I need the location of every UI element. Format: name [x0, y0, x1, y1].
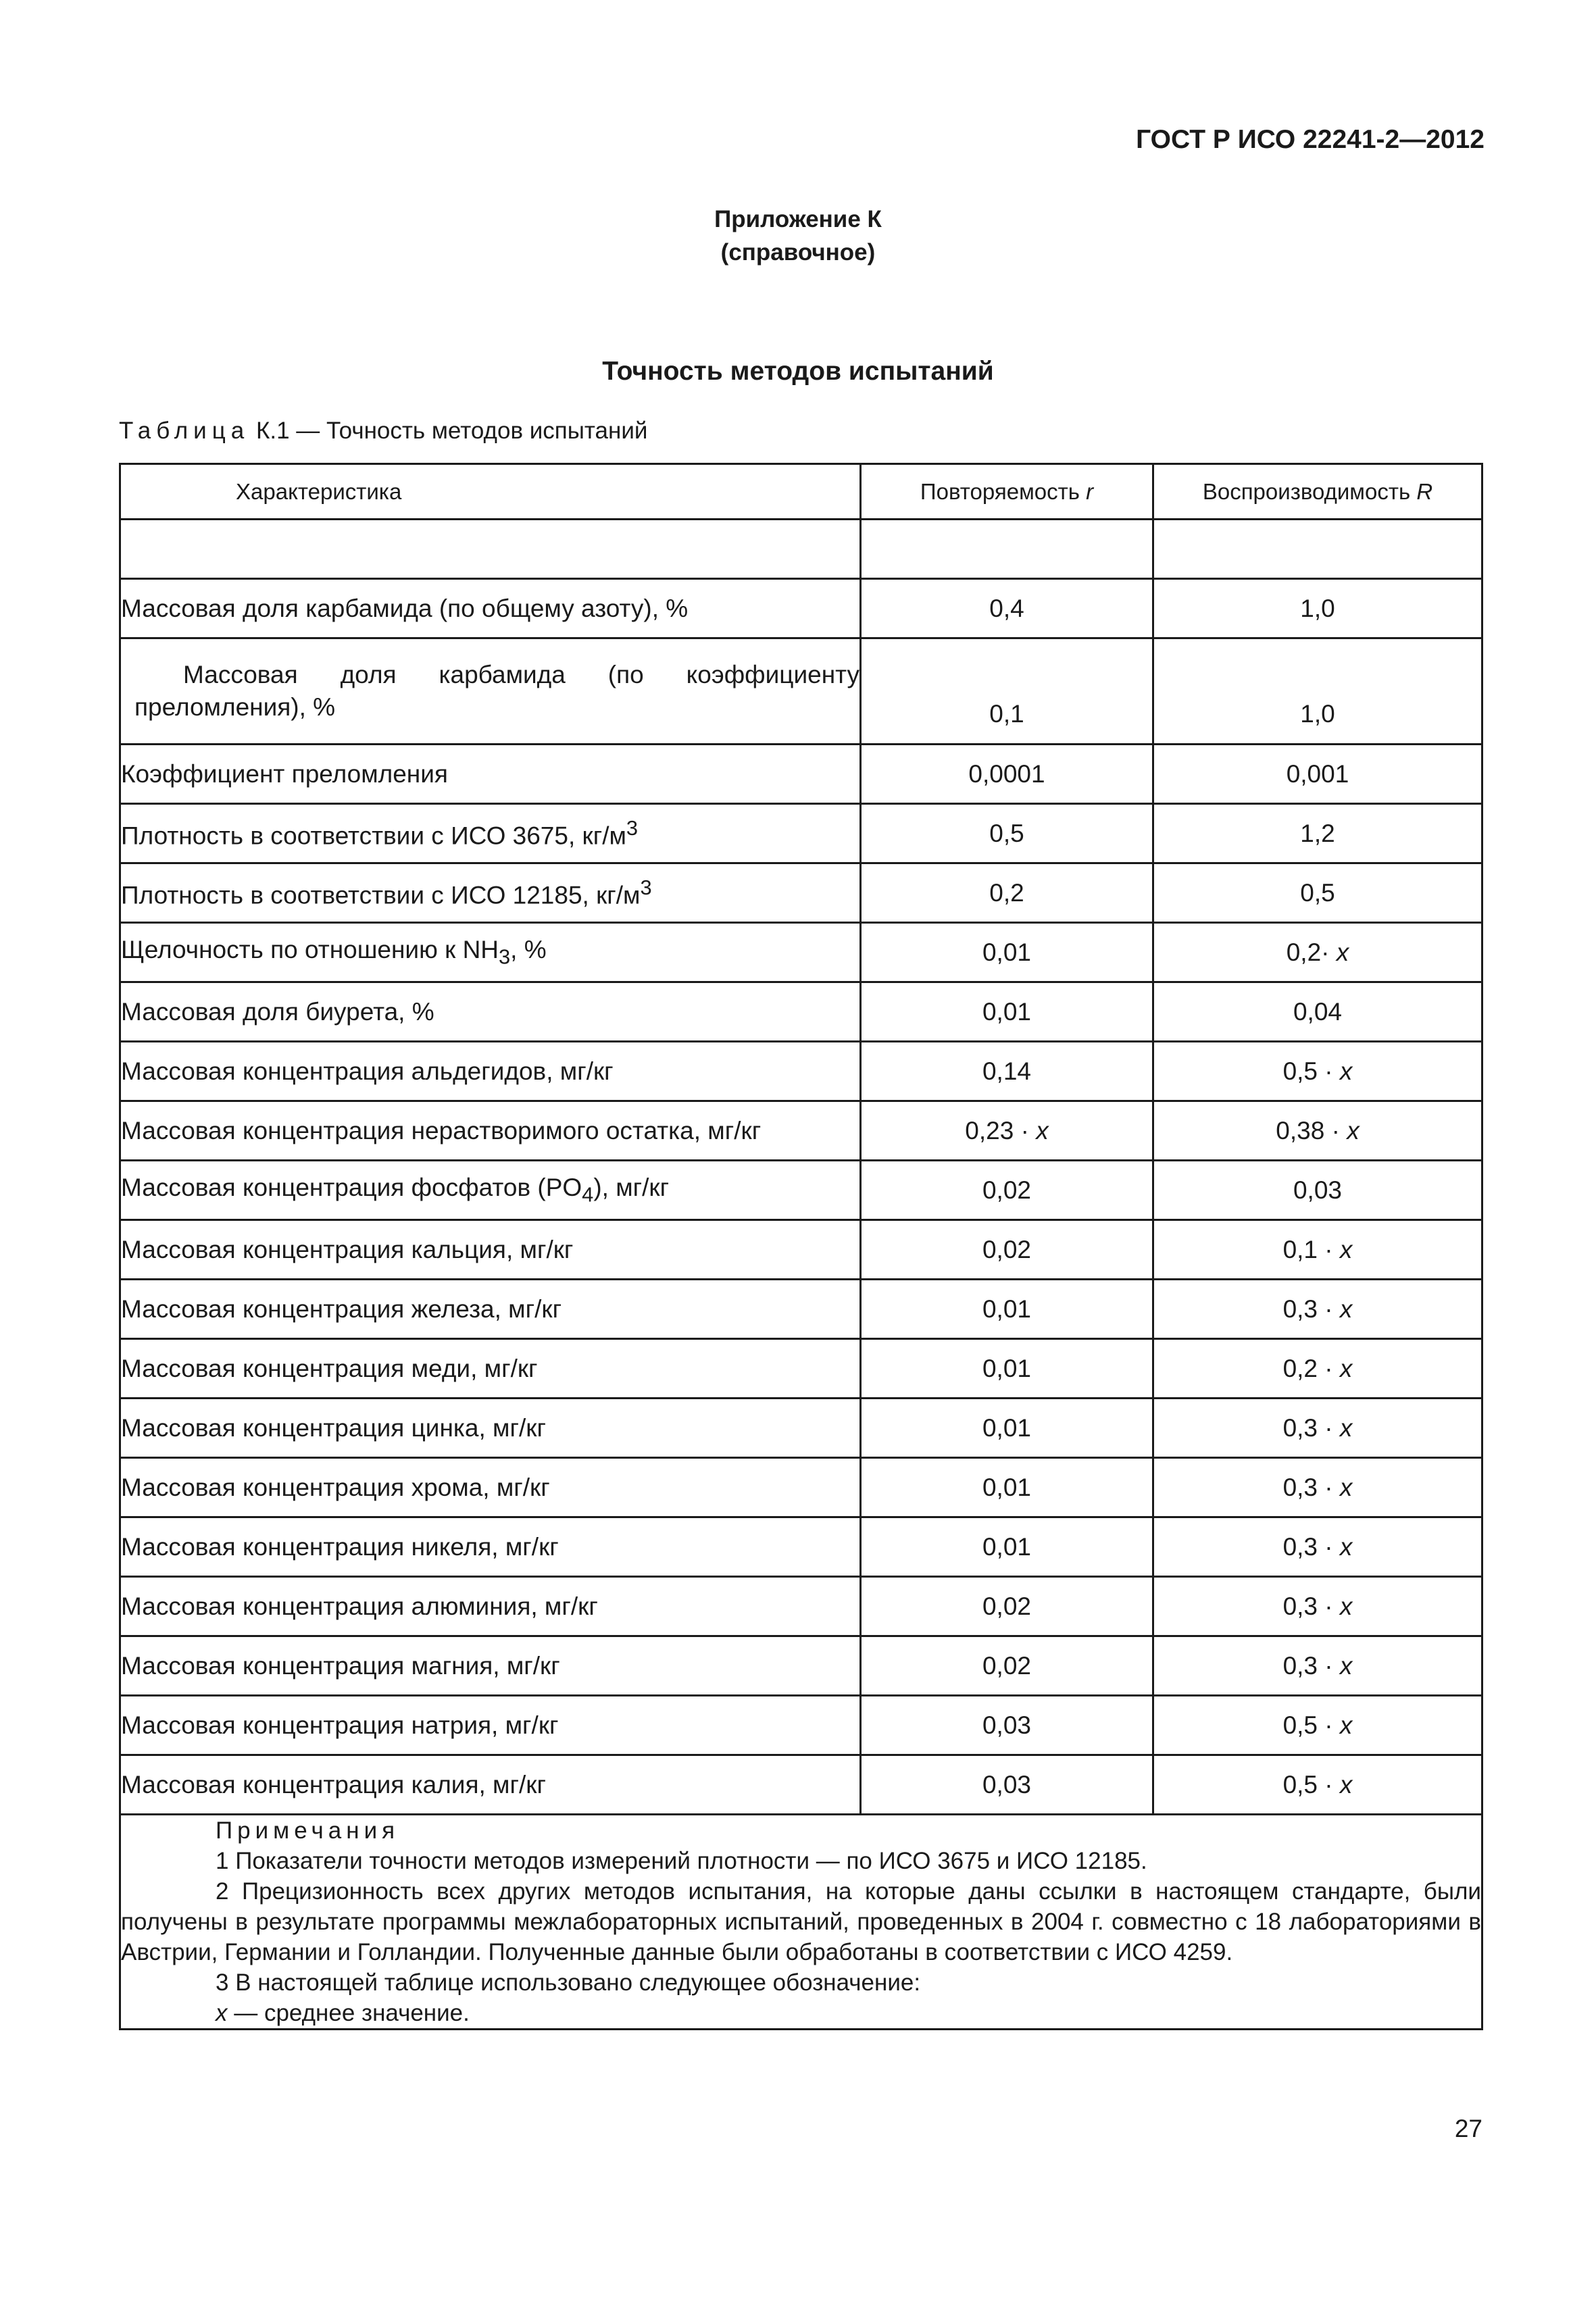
characteristic-name: Массовая концентрация натрия, мг/кг: [121, 1711, 559, 1739]
repeatability-cell: [861, 1458, 1153, 1517]
reproducibility-mean-symbol: x: [1339, 1711, 1353, 1739]
note-1: 1 Показатели точности методов измерений плотности — по ИСО 3675 и ИСО 12185.: [216, 1848, 1147, 1874]
reproducibility-cell: [1153, 1339, 1482, 1399]
reproducibility-value: 1,0: [1300, 700, 1335, 728]
table-row: [120, 1577, 1482, 1636]
reproducibility-value: 0,03: [1293, 1176, 1342, 1204]
precision-table: [119, 463, 1483, 2030]
header-characteristic: [120, 464, 861, 520]
table-row: [120, 804, 1482, 863]
reproducibility-value: 0,04: [1293, 997, 1342, 1026]
repeatability-value: 0,03: [982, 1770, 1031, 1799]
appendix-title: Приложение К: [714, 206, 882, 232]
reproducibility-value: 0,5 ·: [1282, 1770, 1340, 1799]
unit-superscript: 3: [640, 876, 652, 900]
characteristic-name: Массовая концентрация кальция, мг/кг: [121, 1235, 574, 1263]
repeatability-value: 0,01: [982, 1294, 1031, 1323]
reproducibility-value: 0,5 ·: [1282, 1057, 1340, 1085]
repeatability-value: 0,02: [982, 1651, 1031, 1680]
reproducibility-value: 0,5: [1300, 878, 1335, 907]
note-3-definition-text: — среднее значение.: [227, 2000, 470, 2026]
reproducibility-value: 0,3 ·: [1282, 1294, 1340, 1323]
characteristic-name: Массовая концентрация магния, мг/кг: [121, 1651, 560, 1680]
table-row: [120, 1458, 1482, 1517]
characteristic-name: Массовая доля биурета, %: [121, 997, 434, 1026]
characteristic-cell: [120, 863, 861, 923]
repeatability-mean-symbol: x: [1036, 1116, 1049, 1145]
table-row: [120, 923, 1482, 982]
characteristic-name: Щелочность по отношению к NH: [121, 935, 499, 963]
table-row: [120, 1042, 1482, 1101]
appendix-heading: [0, 203, 1596, 269]
repeatability-value: 0,14: [982, 1057, 1031, 1085]
repeatability-cell: [861, 1577, 1153, 1636]
reproducibility-value: 0,1 ·: [1282, 1235, 1340, 1263]
reproducibility-cell: [1153, 1042, 1482, 1101]
header-reproducibility-label: Воспроизводимость: [1202, 478, 1417, 504]
reproducibility-cell: [1153, 804, 1482, 863]
characteristic-cell: [120, 982, 861, 1042]
notes-title: Примечания: [216, 1817, 400, 1844]
reproducibility-cell: [1153, 1517, 1482, 1577]
characteristic-cell: [120, 1577, 861, 1636]
characteristic-cell: [120, 1636, 861, 1696]
reproducibility-mean-symbol: x: [1347, 1116, 1360, 1145]
table-row: [120, 1220, 1482, 1280]
table-row: [120, 1517, 1482, 1577]
characteristic-name: Массовая концентрация альдегидов, мг/кг: [121, 1057, 614, 1085]
characteristic-cell: [120, 1696, 861, 1755]
characteristic-cell: [120, 1161, 861, 1220]
repeatability-cell: [861, 1101, 1153, 1161]
table-row: [120, 745, 1482, 804]
repeatability-value: 0,01: [982, 1532, 1031, 1561]
repeatability-cell: [861, 1636, 1153, 1696]
table-row: [120, 579, 1482, 638]
notes-cell: [120, 1815, 1482, 2030]
characteristic-name: Массовая концентрация цинка, мг/кг: [121, 1413, 546, 1442]
reproducibility-cell: [1153, 745, 1482, 804]
appendix-subtitle: (справочное): [720, 239, 876, 266]
characteristic-cell: [120, 1755, 861, 1815]
notes-row: [120, 1815, 1482, 2030]
characteristic-name: Массовая концентрация меди, мг/кг: [121, 1354, 538, 1382]
repeatability-value: 0,02: [982, 1176, 1031, 1204]
note-2: 2 Прецизионность всех других методов испытания, на которые даны ссылки в настоящем стандарте, были получены в результате программы межлабораторных испытаний, проведенных в 2004 г. совместно с 18 лабораториями в Австрии, Германии и Голландии. Полученные данные были обработаны в соответствии с ИСО 4259.: [121, 1878, 1481, 1965]
reproducibility-cell: [1153, 923, 1482, 982]
characteristic-cell: [120, 804, 861, 863]
repeatability-cell: [861, 579, 1153, 638]
characteristic-cell: [120, 1517, 861, 1577]
reproducibility-value: 0,5 ·: [1282, 1711, 1340, 1739]
reproducibility-mean-symbol: x: [1339, 1473, 1353, 1501]
characteristic-name: Массовая концентрация железа, мг/кг: [121, 1294, 562, 1323]
table-caption-prefix: Таблица: [119, 418, 250, 444]
repeatability-value: 0,0001: [968, 759, 1045, 788]
table-header-row: [120, 464, 1482, 520]
reproducibility-cell: [1153, 1458, 1482, 1517]
characteristic-name: Массовая доля карбамида (по коэффициенту преломления), %: [134, 661, 859, 721]
characteristic-cell: [120, 1042, 861, 1101]
repeatability-cell: [861, 1042, 1153, 1101]
formula-subscript: 4: [582, 1182, 594, 1207]
header-repeatability-symbol: r: [1086, 478, 1094, 504]
formula-subscript: 3: [499, 945, 511, 969]
reproducibility-cell: [1153, 638, 1482, 745]
repeatability-value: 0,01: [982, 1473, 1031, 1501]
reproducibility-value: 0,3 ·: [1282, 1413, 1340, 1442]
table-row: [120, 1636, 1482, 1696]
reproducibility-mean-symbol: x: [1339, 1651, 1353, 1680]
reproducibility-value: 0,001: [1286, 759, 1349, 788]
repeatability-value: 0,4: [989, 594, 1024, 622]
reproducibility-value: 0,38 ·: [1276, 1116, 1347, 1145]
reproducibility-cell: [1153, 1280, 1482, 1339]
characteristic-cell: [120, 1280, 861, 1339]
characteristic-cell: [120, 1458, 861, 1517]
reproducibility-value: 0,2 ·: [1282, 1354, 1340, 1382]
table-row: [120, 1755, 1482, 1815]
reproducibility-cell: [1153, 1161, 1482, 1220]
reproducibility-mean-symbol: x: [1339, 1235, 1353, 1263]
characteristic-name: Массовая концентрация алюминия, мг/кг: [121, 1592, 598, 1620]
reproducibility-value: 0,3 ·: [1282, 1532, 1340, 1561]
table-row: [120, 1399, 1482, 1458]
reproducibility-cell: [1153, 1577, 1482, 1636]
characteristic-cell: [120, 638, 861, 745]
reproducibility-value: 1,2: [1300, 819, 1335, 847]
repeatability-cell: [861, 982, 1153, 1042]
header-repeatability: [861, 464, 1153, 520]
table-row: [120, 1339, 1482, 1399]
table-caption-text: К.1 — Точность методов испытаний: [255, 418, 648, 444]
repeatability-value: 0,2: [989, 878, 1024, 907]
reproducibility-cell: [1153, 1399, 1482, 1458]
reproducibility-mean-symbol: x: [1339, 1057, 1353, 1085]
reproducibility-cell: [1153, 863, 1482, 923]
repeatability-value: 0,1: [989, 700, 1024, 728]
document-code: ГОСТ Р ИСО 22241-2—2012: [1136, 125, 1485, 154]
repeatability-cell: [861, 1517, 1153, 1577]
repeatability-value: 0,03: [982, 1711, 1031, 1739]
characteristic-name-tail: , %: [510, 935, 547, 963]
repeatability-value: 0,01: [982, 938, 1031, 966]
characteristic-cell: [120, 1399, 861, 1458]
characteristic-name: Плотность в соответствии с ИСО 12185, кг/м: [121, 881, 641, 909]
repeatability-value: 0,23 ·: [965, 1116, 1037, 1145]
reproducibility-cell: [1153, 1636, 1482, 1696]
table-row: [120, 982, 1482, 1042]
repeatability-value: 0,01: [982, 997, 1031, 1026]
table-row: [120, 638, 1482, 745]
reproducibility-cell: [1153, 1101, 1482, 1161]
header-repeatability-label: Повторяемость: [920, 478, 1087, 504]
reproducibility-mean-symbol: x: [1339, 1294, 1353, 1323]
characteristic-name: Массовая концентрация калия, мг/кг: [121, 1770, 546, 1799]
reproducibility-value: 1,0: [1300, 594, 1335, 622]
reproducibility-mean-symbol: x: [1339, 1532, 1353, 1561]
reproducibility-cell: [1153, 1220, 1482, 1280]
repeatability-cell: [861, 638, 1153, 745]
characteristic-cell: [120, 745, 861, 804]
reproducibility-cell: [1153, 579, 1482, 638]
reproducibility-mean-symbol: x: [1339, 1770, 1353, 1799]
header-characteristic-label: Характеристика: [236, 478, 402, 504]
repeatability-cell: [861, 863, 1153, 923]
repeatability-value: 0,02: [982, 1235, 1031, 1263]
table-row: [120, 863, 1482, 923]
repeatability-cell: [861, 1280, 1153, 1339]
reproducibility-value: 0,3 ·: [1282, 1473, 1340, 1501]
table-row: [120, 1101, 1482, 1161]
repeatability-value: 0,02: [982, 1592, 1031, 1620]
table-row: [120, 1280, 1482, 1339]
reproducibility-mean-symbol: x: [1339, 1592, 1353, 1620]
characteristic-name: Плотность в соответствии с ИСО 3675, кг/м: [121, 822, 626, 850]
characteristic-name: Массовая концентрация фосфатов (PO: [121, 1173, 582, 1201]
unit-superscript: 3: [626, 816, 639, 840]
reproducibility-value: 0,3 ·: [1282, 1592, 1340, 1620]
section-title: Точность методов испытаний: [602, 357, 994, 386]
repeatability-cell: [861, 804, 1153, 863]
note-3-symbol: x: [216, 2000, 228, 2026]
table-body: [120, 520, 1482, 1815]
repeatability-cell: [861, 1696, 1153, 1755]
repeatability-cell: [861, 1399, 1153, 1458]
characteristic-cell: [120, 1101, 861, 1161]
characteristic-cell: [120, 1220, 861, 1280]
table-row: [120, 1161, 1482, 1220]
table-caption: [119, 418, 647, 445]
reproducibility-value: 0,2·: [1286, 938, 1337, 966]
repeatability-cell: [861, 1339, 1153, 1399]
reproducibility-cell: [1153, 1755, 1482, 1815]
characteristic-name: Массовая концентрация нерастворимого остатка, мг/кг: [121, 1116, 762, 1145]
repeatability-cell: [861, 745, 1153, 804]
repeatability-cell: [861, 1220, 1153, 1280]
note-3: 3 В настоящей таблице использовано следующее обозначение:: [216, 1969, 921, 1996]
repeatability-cell: [861, 923, 1153, 982]
repeatability-value: 0,01: [982, 1354, 1031, 1382]
table-row: [120, 1696, 1482, 1755]
characteristic-cell: [120, 1339, 861, 1399]
repeatability-cell: [861, 1755, 1153, 1815]
reproducibility-cell: [1153, 1696, 1482, 1755]
characteristic-cell: [120, 923, 861, 982]
characteristic-name: Коэффициент преломления: [121, 759, 448, 788]
characteristic-name: Массовая концентрация никеля, мг/кг: [121, 1532, 559, 1561]
reproducibility-mean-symbol: x: [1336, 938, 1349, 966]
header-reproducibility: [1153, 464, 1482, 520]
note-3-definition: [121, 1998, 1481, 2028]
header-separator-row: [120, 520, 1482, 579]
characteristic-name: Массовая доля карбамида (по общему азоту), %: [121, 594, 689, 622]
header-reproducibility-symbol: R: [1416, 478, 1433, 504]
reproducibility-mean-symbol: x: [1339, 1413, 1353, 1442]
repeatability-value: 0,01: [982, 1413, 1031, 1442]
reproducibility-cell: [1153, 982, 1482, 1042]
characteristic-cell: [120, 579, 861, 638]
reproducibility-value: 0,3 ·: [1282, 1651, 1340, 1680]
reproducibility-mean-symbol: x: [1339, 1354, 1353, 1382]
characteristic-name: Массовая концентрация хрома, мг/кг: [121, 1473, 550, 1501]
repeatability-value: 0,5: [989, 819, 1024, 847]
repeatability-cell: [861, 1161, 1153, 1220]
characteristic-name-tail: ), мг/кг: [593, 1173, 670, 1201]
page-number: 27: [1454, 2115, 1482, 2142]
